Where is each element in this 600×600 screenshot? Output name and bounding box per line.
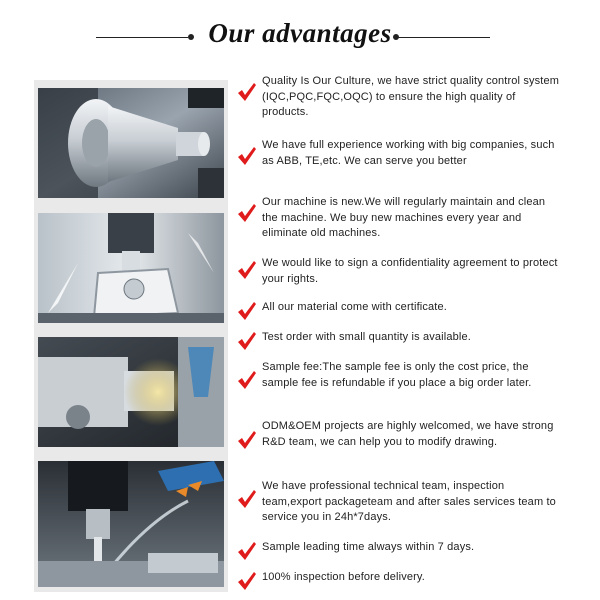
checkmark-icon xyxy=(236,202,258,224)
page-title: Our advantages xyxy=(208,18,392,48)
checkmark-icon xyxy=(236,488,258,510)
advantage-text: Sample leading time always within 7 days. xyxy=(262,541,475,553)
checkmark-icon xyxy=(236,145,258,167)
drilling-coolant-photo xyxy=(38,461,224,587)
advantage-text: Test order with small quantity is available. xyxy=(262,331,471,343)
checkmark-icon xyxy=(236,81,258,103)
section-header xyxy=(0,12,600,62)
checkmark-icon xyxy=(236,540,258,562)
advantage-text: Our machine is new.We will regularly maintain and clean the machine. We buy new machines every year and eliminate old machines. xyxy=(262,196,546,239)
lathe-coolant-photo xyxy=(38,337,224,447)
advantage-text: ODM&OEM projects are highly welcomed, we have strong R&D team, we can help you to modify drawing. xyxy=(262,420,554,448)
checkmark-icon xyxy=(236,300,258,322)
checkmark-icon xyxy=(236,570,258,592)
header-rule-right xyxy=(398,37,490,38)
checkmark-icon xyxy=(236,369,258,391)
advantage-text: We would like to sign a confidentiality agreement to protect your rights. xyxy=(262,257,558,285)
advantage-text: We have professional technical team, inspection team,export packageteam and after sales services team to service you in 24h*7days. xyxy=(262,480,556,523)
checkmark-icon xyxy=(236,330,258,352)
cnc-tool-holder-photo xyxy=(38,88,224,198)
checkmark-icon xyxy=(236,429,258,451)
advantage-text: 100% inspection before delivery. xyxy=(262,571,425,583)
advantage-text: Quality Is Our Culture, we have strict quality control system (IQC,PQC,FQC,OQC) to ensure the high quality of products. xyxy=(262,75,560,118)
advantage-text: All our material come with certificate. xyxy=(262,301,447,313)
advantage-text: Sample fee:The sample fee is only the cost price, the sample fee is refundable if you place a big order later. xyxy=(262,361,532,389)
milling-machine-photo xyxy=(38,213,224,323)
advantage-text: We have full experience working with big companies, such as ABB, TE,etc. We can serve you better xyxy=(262,139,555,167)
checkmark-icon xyxy=(236,259,258,281)
photo-panel xyxy=(34,80,228,592)
